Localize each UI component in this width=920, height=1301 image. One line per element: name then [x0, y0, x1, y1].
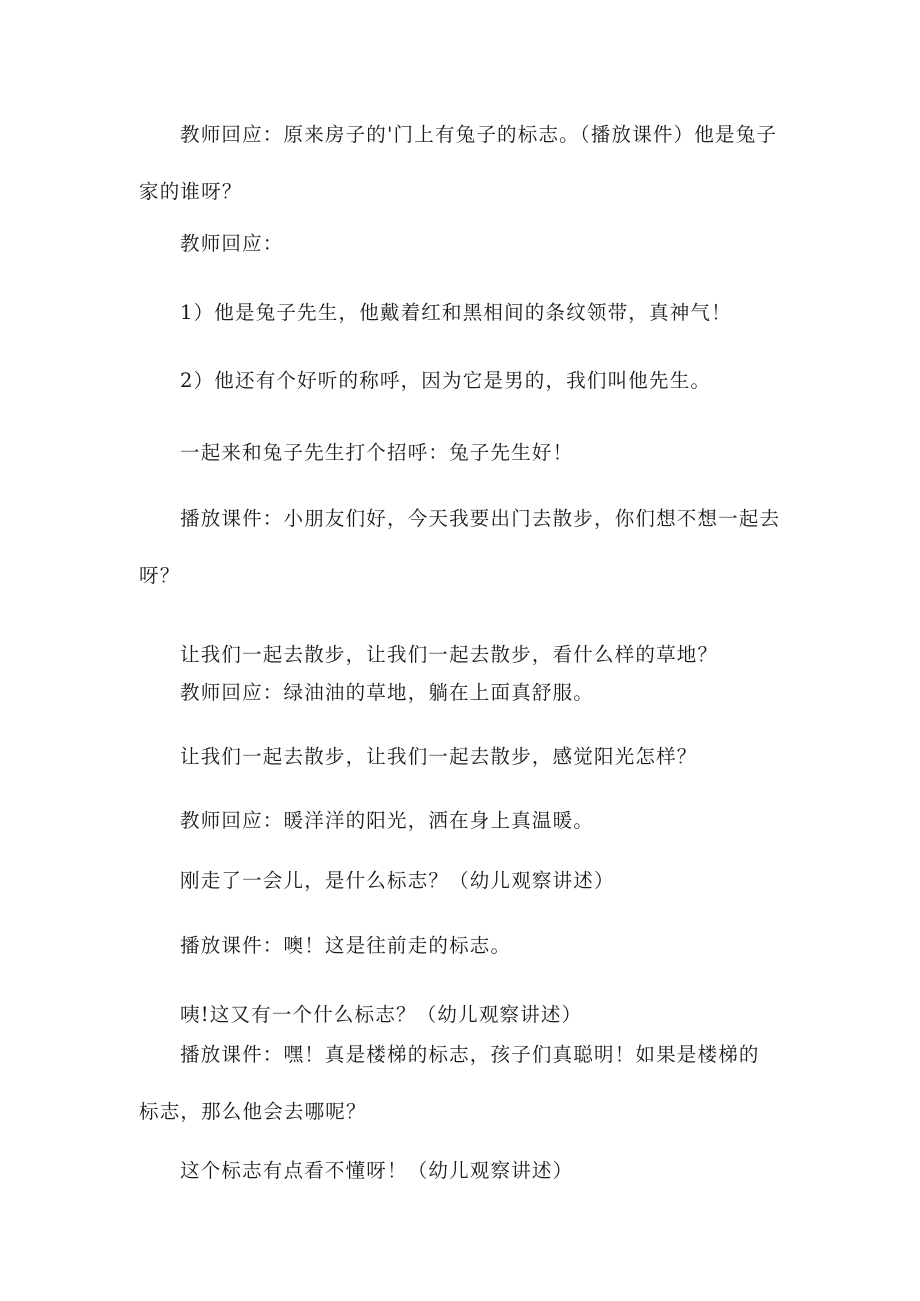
- paragraph-line: 教师回应：绿油油的草地，躺在上面真舒服。: [180, 681, 595, 704]
- paragraph-courseware-walk: [139, 490, 784, 604]
- paragraph-walk-sun: [139, 728, 784, 785]
- paragraph-line: 播放课件：噢！这是往前走的标志。: [180, 934, 512, 957]
- paragraph-line: 这个标志有点看不懂呀！（幼儿观察讲述）: [180, 1159, 574, 1182]
- paragraph-confusing-sign: [139, 1142, 784, 1199]
- paragraph-sign-question: [139, 852, 784, 909]
- paragraph-line: 1）他是兔子先生，他戴着红和黑相间的条纹领带，真神气！: [180, 301, 732, 324]
- paragraph-line: 播放课件：嘿！真是楼梯的标志，孩子们真聪明！如果是楼梯的: [180, 1043, 760, 1066]
- paragraph-line: 咦!这又有一个什么标志？（幼儿观察讲述）: [180, 1003, 583, 1026]
- paragraph-line: 标志，那么他会去哪呢？: [139, 1100, 367, 1123]
- paragraph-line: 播放课件：小朋友们好，今天我要出门去散步，你们想不想一起去: [180, 507, 781, 530]
- paragraph-line: 一起来和兔子先生打个招呼：兔子先生好！: [180, 441, 574, 464]
- paragraph-line: 教师回应：暖洋洋的阳光，洒在身上真温暖。: [180, 809, 595, 832]
- paragraph-line: 教师回应：: [180, 232, 284, 255]
- paragraph-teacher-response-door: [139, 106, 784, 220]
- paragraph-line: 家的谁呀？: [139, 180, 243, 203]
- paragraph-line: 教师回应：原来房子的'门上有兔子的标志。（播放课件）他是兔子: [180, 123, 778, 146]
- paragraph-line: 呀？: [139, 564, 181, 587]
- paragraph-teacher-response-label: [139, 215, 784, 272]
- paragraph-line: 让我们一起去散步，让我们一起去散步，感觉阳光怎样？: [180, 745, 698, 768]
- paragraph-forward-sign: [139, 917, 784, 974]
- paragraph-response-grass: [139, 664, 784, 721]
- paragraph-item-2: [139, 352, 784, 409]
- paragraph-line: 2）他还有个好听的称呼，因为它是男的，我们叫他先生。: [180, 369, 712, 392]
- paragraph-stairs-sign: [139, 1026, 784, 1140]
- paragraph-item-1: [139, 284, 784, 341]
- paragraph-greeting: [139, 424, 784, 481]
- paragraph-line: 让我们一起去散步，让我们一起去散步，看什么样的草地？: [180, 643, 719, 666]
- paragraph-line: 刚走了一会儿，是什么标志？（幼儿观察讲述）: [180, 869, 615, 892]
- paragraph-response-sun: [139, 792, 784, 849]
